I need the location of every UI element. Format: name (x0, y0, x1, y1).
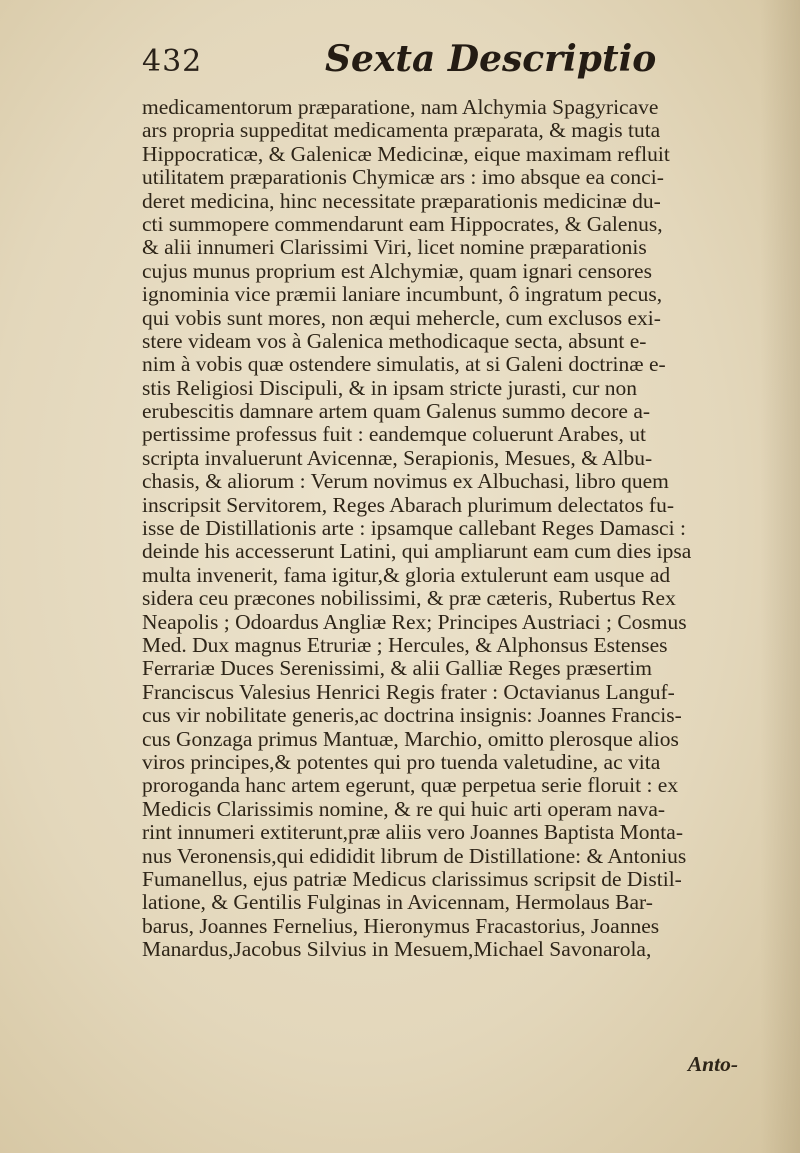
running-head: Sexta Descriptio (325, 38, 657, 80)
text-line: chasis, & aliorum : Verum novimus ex Albuchasi, libro quem (142, 470, 669, 494)
text-line: ars propria suppeditat medicamenta præparata, & magis tuta (142, 119, 661, 143)
text-line: stis Religiosi Discipuli, & in ipsam stricte jurasti, cur non (142, 376, 638, 400)
text-line: barus, Joannes Fernelius, Hieronymus Fracastorius, Joannes (142, 914, 660, 938)
body-text (142, 96, 740, 961)
text-line: Manardus,Jacobus Silvius in Mesuem,Michael Savonarola, (142, 938, 652, 962)
text-line: Fumanellus, ejus patriæ Medicus clarissimus scripsit de Distil- (142, 867, 682, 891)
text-line: cus Gonzaga primus Mantuæ, Marchio, omitto plerosque alios (142, 727, 679, 751)
text-line: qui vobis sunt mores, non æqui mehercle, cum exclusos exi- (142, 306, 661, 330)
text-line: Neapolis ; Odoardus Angliæ Rex; Principes Austriaci ; Cosmus (142, 610, 687, 634)
text-line: multa invenerit, fama igitur,& gloria extulerunt eam usque ad (142, 563, 671, 587)
text-line: nim à vobis quæ ostendere simulatis, at si Galeni doctrinæ e- (142, 353, 666, 377)
text-line: pertissime professus fuit : eandemque coluerunt Arabes, ut (142, 423, 646, 447)
text-line: latione, & Gentilis Fulginas in Avicennam, Hermolaus Bar- (142, 891, 653, 915)
text-line: Ferrariæ Duces Serenissimi, & alii Galliæ Reges præsertim (142, 657, 652, 681)
text-line: proroganda hanc artem egerunt, quæ perpetua serie floruit : ex (142, 774, 679, 798)
text-line: deinde his accesserunt Latini, qui ampliarunt eam cum dies ipsa (142, 540, 692, 564)
text-line: Franciscus Valesius Henrici Regis frater : Octavianus Languf- (142, 680, 675, 704)
page-number: 432 (142, 44, 203, 79)
text-line: Hippocraticæ, & Galenicæ Medicinæ, eique maximam refluit (142, 142, 670, 166)
text-line: nus Veronensis,qui edididit librum de Distillatione: & Antonius (142, 844, 687, 868)
text-line: stere videam vos à Galenica methodicaque secta, absunt e- (142, 329, 647, 353)
text-line: & alii innumeri Clarissimi Viri, licet nomine præparationis (142, 236, 647, 260)
text-line: Medicis Clarissimis nomine, & re qui huic arti operam nava- (142, 797, 666, 821)
text-line: scripta invaluerunt Avicennæ, Serapionis, Mesues, & Albu- (142, 446, 653, 470)
text-line: cus vir nobilitate generis,ac doctrina insignis: Joannes Francis- (142, 704, 682, 728)
text-line: erubescitis damnare artem quam Galenus summo decore a- (142, 400, 651, 424)
catchword: Anto- (687, 1052, 738, 1076)
text-line: isse de Distillationis arte : ipsamque callebant Reges Damasci : (142, 517, 686, 541)
text-line: medicamentorum præparatione, nam Alchymia Spagyricave (142, 96, 659, 119)
text-line: sidera ceu præcones nobilissimi, & præ cæteris, Rubertus Rex (142, 587, 676, 611)
text-line: viros principes,& potentes qui pro tuenda valetudine, ac vita (142, 750, 661, 774)
text-line: Med. Dux magnus Etruriæ ; Hercules, & Alphonsus Estenses (142, 633, 668, 657)
text-line: inscripsit Servitorem, Reges Abarach plurimum delectatos fu- (142, 493, 674, 517)
page-header (140, 38, 780, 98)
text-line: rint innumeri extiterunt,præ aliis vero Joannes Baptista Monta- (142, 821, 683, 845)
text-line: ignominia vice præmii laniare incumbunt, ô ingratum pecus, (142, 283, 663, 307)
text-line: cujus munus proprium est Alchymiæ, quam ignari censores (142, 259, 652, 283)
text-line: deret medicina, hinc necessitate præparationis medicinæ du- (142, 189, 661, 213)
text-line: utilitatem præparationis Chymicæ ars : imo absque ea conci- (142, 166, 664, 190)
text-line: cti summopere commendarunt eam Hippocrates, & Galenus, (142, 212, 663, 236)
